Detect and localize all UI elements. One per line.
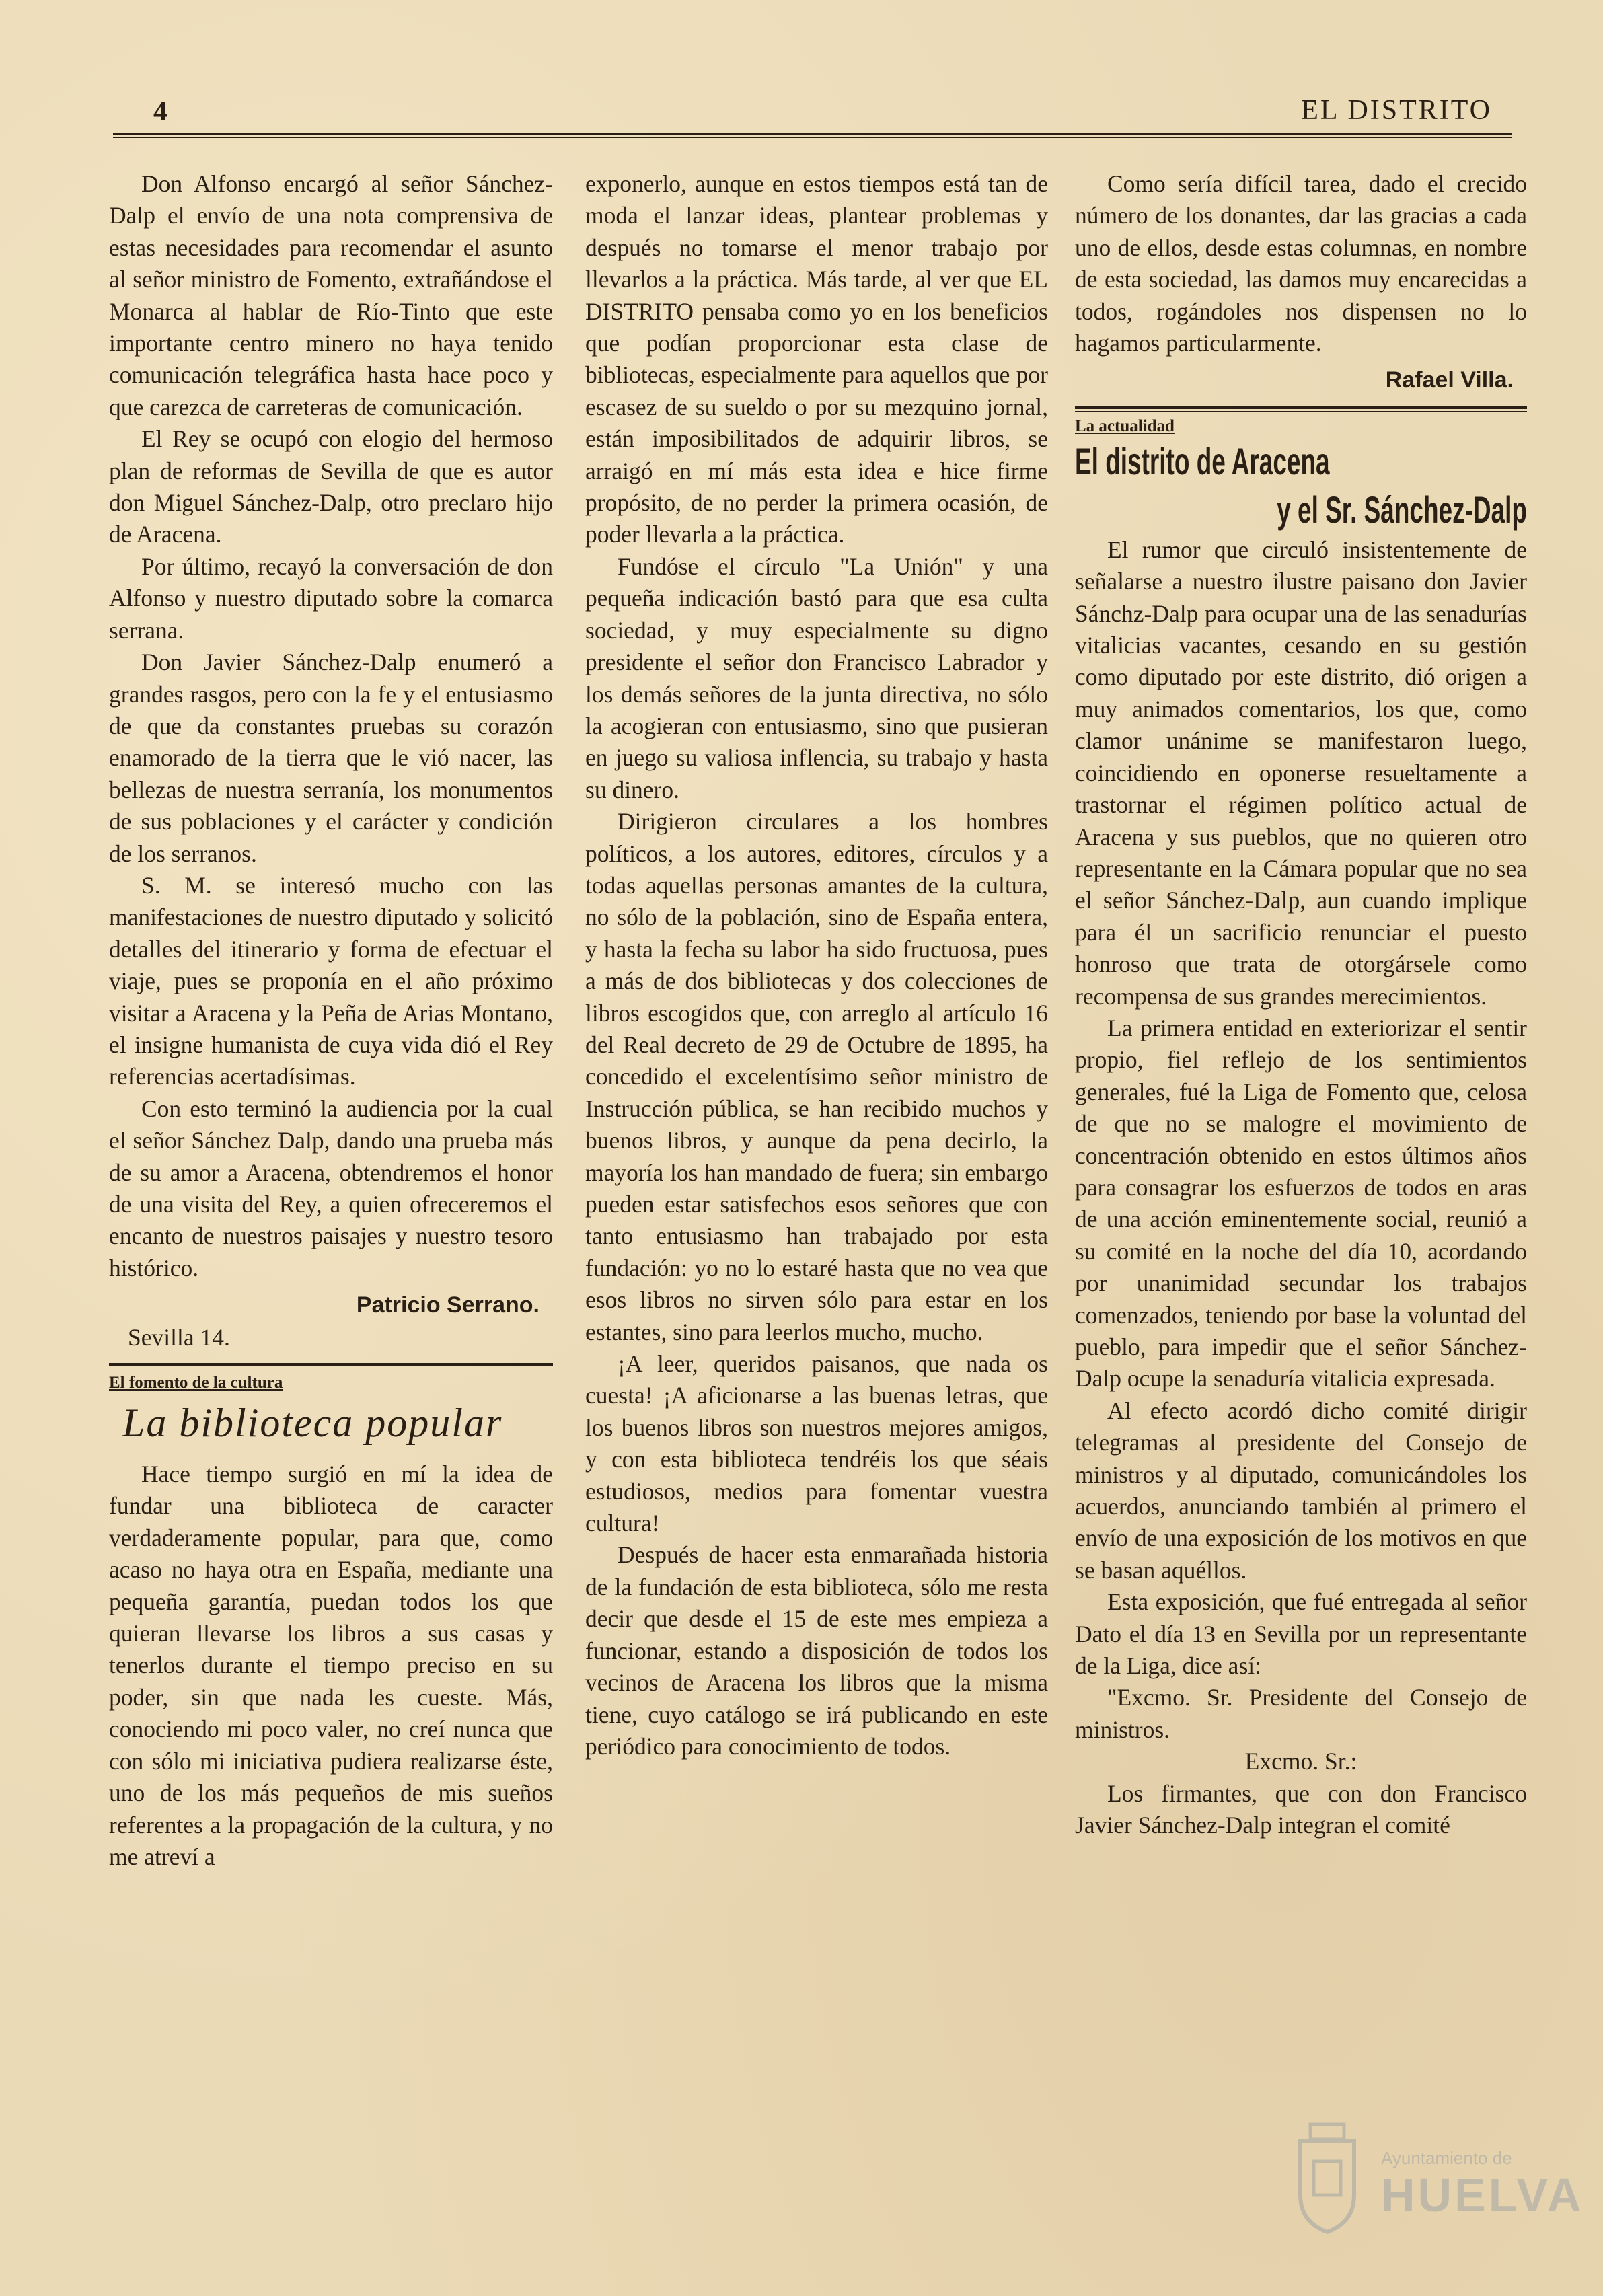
watermark-line-2: HUELVA (1381, 2169, 1584, 2221)
paragraph: S. M. se interesó mucho con las manifestaciones de nuestro diputado y solicitó detalles del itinerario y forma de efectuar el viaje, pues se proponía en el año próximo visitar a Aracena y la Peña de Arias Montano, el insigne humanista de cuya vida dió el Rey referencias acertadísimas. (109, 871, 553, 1090)
paragraph: El Rey se ocupó con elogio del hermoso plan de reformas de Sevilla de que es autor don Miguel Sánchez-Dalp, otro preclaro hijo de Aracena. (109, 425, 553, 548)
signature: Rafael Villa. (1385, 367, 1514, 394)
paragraph: Por último, recayó la conversación de don Alfonso y nuestro diputado sobre la comarca serrana. (109, 552, 553, 644)
section-kicker: El fomento de la cultura (109, 1374, 283, 1393)
section-kicker: La actualidad (1075, 416, 1175, 435)
dateline: Sevilla 14. (128, 1323, 230, 1351)
paragraph: Dirigieron circulares a los hombres políticos, a los autores, editores, círculos y a todas aquellas personas amantes de la cultura, no sólo de la población, sino de España entera, y hasta la fecha su labor ha sido fructuosa, pues a más de dos bibliotecas y dos colecciones de libros escogidos que, con arreglo al artículo 16 del Real decreto de 29 de Octubre de 1895, ha concedido el excelentísimo señor ministro de Instrucción pública, se han recibido muchos y buenos libros, y aunque da pena decirlo, la mayoría los han mandado de fuera; sin embargo pueden estar satisfechos esos señores que con tanto entusiasmo han trabajado por esta fundación: yo no lo estaré hasta que no vea que esos libros no sirven sólo para estar en los estantes, sino para leerlos mucho, mucho. (585, 808, 1048, 1345)
archive-watermark (1287, 2121, 1584, 2256)
watermark-line-1: Ayuntamiento de (1381, 2148, 1512, 2168)
salutation: Excmo. Sr.: (1244, 1748, 1357, 1775)
column-1 (109, 168, 553, 1873)
paragraph: Esta exposición, que fué entregada al señor Dato el día 13 en Sevilla por un representante de la Liga, dice así: (1075, 1588, 1527, 1680)
paragraph: Como sería difícil tarea, dado el crecido número de los donantes, dar las gracias a cada uno de ellos, desde estas columnas, en nombre de esta sociedad, las damos muy encarecidas a todos, rogándoles nos dispensen no lo hagamos particularmente. (1075, 170, 1527, 357)
paragraph: Al efecto acordó dicho comité dirigir telegramas al presidente del Consejo de ministros y al diputado, comunicándoles los acuerdos, anunciando también al primero el envío de una exposición de los motivos en que se basan aquéllos. (1075, 1397, 1527, 1584)
masthead: EL DISTRITO (1301, 95, 1492, 126)
paragraph: Fundóse el círculo "La Unión" y una pequeña indicación bastó para que esa culta sociedad, y muy especialmente su digno presidente el señor don Francisco Labrador y los demás señores de la junta directiva, no sólo la acogieran con entusiasmo, sino que pusieran en juego su valiosa inflencia, su trabajo y hasta su dinero. (585, 552, 1048, 803)
header-rule (113, 133, 1512, 138)
paragraph: Hace tiempo surgió en mí la idea de fundar una biblioteca de caracter verdaderamente popular, para que, como acaso no haya otra en España, mediante una pequeña garantía, puedan todos los que quieran llevarse los libros a sus casas y tenerlos durante el tiempo preciso en su poder, sin que nada les cueste. Más, conociendo mi poco valer, no creí nunca que con sólo mi iniciativa pudiera realizarse éste, uno de los más pequeños de mis sueños referentes a la propagación de la cultura, y no me atreví a (109, 1460, 553, 1870)
paragraph: exponerlo, aunque en estos tiempos está tan de moda el lanzar ideas, plantear problemas y después no tomarse el menor trabajo por llevarlos a la práctica. Más tarde, al ver que EL DISTRITO pensaba como yo en los beneficios que podían proporcionar esta clase de bibliotecas, especialmente para aquellos que por escasez de su sueldo o por su mezquino jornal, están imposibilitados de adquirir libros, se arraigó en mí más esta idea e hice firme propósito, de no perder la primera ocasión, de poder llevarla a la práctica. (585, 170, 1048, 548)
column-3 (1075, 168, 1527, 1842)
page-number: 4 (153, 96, 167, 127)
section-title-line-2: y el Sr. Sánchez-Dalp (1277, 488, 1527, 531)
paragraph: Con esto terminó la audiencia por la cual el señor Sánchez Dalp, dando una prueba más de su amor a Aracena, obtendremos el honor de una visita del Rey, a quien ofreceremos el encanto de nuestros paisajes y nuestro tesoro histórico. (109, 1095, 553, 1282)
paragraph: Después de hacer esta enmarañada historia de la fundación de esta biblioteca, sólo me resta decir que desde el 15 de este mes empieza a funcionar, estando a disposición de todos los vecinos de Aracena los libros que la misma tiene, cuyo catálogo se irá publicando en este periódico para conocimiento de todos. (585, 1541, 1048, 1760)
coat-of-arms-icon (1287, 2121, 1368, 2235)
signature: Patricio Serrano. (356, 1292, 539, 1319)
section-title-line-1: El distrito de Aracena (1075, 439, 1330, 482)
section-title: La biblioteca popular (122, 1401, 503, 1446)
section-divider (1075, 406, 1527, 412)
paragraph: Los firmantes, que con don Francisco Javier Sánchez-Dalp integran el comité (1075, 1779, 1527, 1839)
section-divider (109, 1363, 553, 1368)
paragraph: La primera entidad en exteriorizar el sentir propio, fiel reflejo de los sentimientos generales, fué la Liga de Fomento que, celosa de que no se malogre el movimiento de concentración obtenido en estos últimos años para consagrar los esfuerzos de todos en aras de una acción eminentemente social, reunió a su comité en la noche del día 10, acordando por unanimidad secundar los trabajos comenzados, teniendo por base la voluntad del pueblo, para impedir que el señor Sánchez-Dalp ocupe la senaduría vitalicia expresada. (1075, 1014, 1527, 1393)
paragraph: ¡A leer, queridos paisanos, que nada os cuesta! ¡A aficionarse a las buenas letras, que los buenos libros son nuestros mejores amigos, y con esta biblioteca tendréis los que séais estudiosos, medios para fomentar vuestra cultura! (585, 1350, 1048, 1537)
paragraph: "Excmo. Sr. Presidente del Consejo de ministros. (1075, 1684, 1527, 1743)
paragraph: Don Javier Sánchez-Dalp enumeró a grandes rasgos, pero con la fe y el entusiasmo de que da constantes pruebas su corazón enamorado de la tierra que le vió nacer, las bellezas de nuestra serranía, los monumentos de sus poblaciones y el carácter y condición de los serranos. (109, 649, 553, 867)
column-2 (585, 168, 1048, 1763)
paragraph: El rumor que circuló insistentemente de señalarse a nuestro ilustre paisano don Javier Sánchz-Dalp para ocupar una de las senadurías vitalicias vacantes, cesando en su gestión como diputado por este distrito, dió origen a muy animados comentarios, los que, como clamor unánime se manifestaron luego, coincidiendo en oponerse resueltamente a trastornar el régimen político actual de Aracena y sus pueblos, que no quieren otro representante en la Cámara popular que no sea el señor Sánchez-Dalp, aun cuando implique para él un sacrificio renunciar el puesto honroso que trata de otorgársele como recompensa de sus grandes merecimientos. (1075, 535, 1527, 1010)
paragraph: Don Alfonso encargó al señor Sánchez-Dalp el envío de una nota comprensiva de estas necesidades para recomendar el asunto al señor ministro de Fomento, extrañándose el Monarca al hablar de Río-Tinto que este importante centro minero no haya tenido comunicación telegráfica hasta hace poco y que carezca de carreteras de comunicación. (109, 170, 553, 420)
